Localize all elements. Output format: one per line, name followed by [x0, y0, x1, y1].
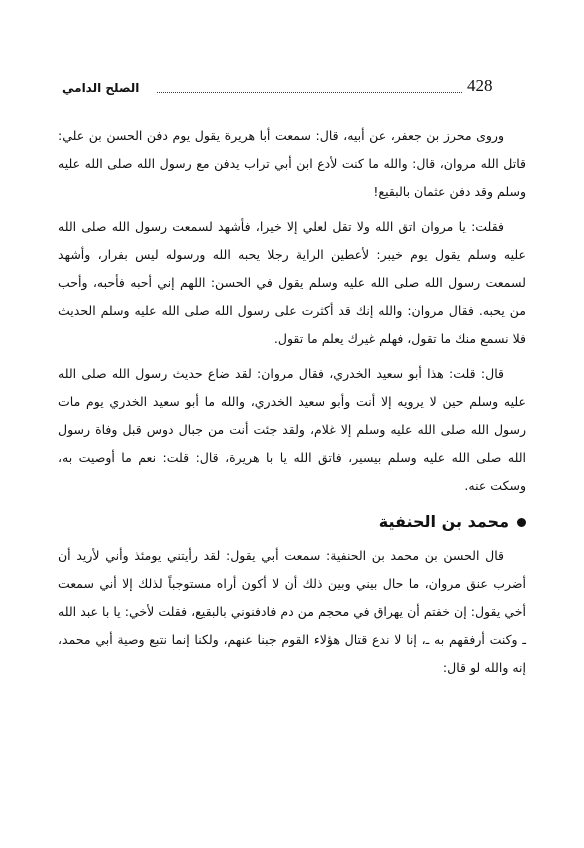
running-title: الصلح الدامي — [62, 81, 140, 95]
dotted-leader — [157, 92, 462, 93]
bullet-icon — [517, 518, 526, 527]
page-header — [62, 76, 493, 100]
paragraph: قال: قلت: هذا أبو سعيد الخدري، فقال مروان: لقد ضاع حديث رسول الله صلى الله عليه وسلم حين لا يرويه إلا أنت وأبو سعيد الخدري، والله ما أبو سعيد الخدري يوم مات رسول الله صلى الله عليه وسلم إلا غلام، ولقد جئت أنت من جبال دوس قبل وفاة رسول الله صلى الله عليه وسلم بيسير، فاتق الله يا با هريرة، قال: قلت: نعم ما أوصيت به، وسكت عنه. — [58, 366, 526, 493]
section-heading-text: محمد بن الحنفية — [378, 512, 509, 531]
section-heading — [58, 508, 526, 536]
page-number: 428 — [467, 76, 493, 95]
paragraph: فقلت: يا مروان اتق الله ولا تقل لعلي إلا خيرا، فأشهد لسمعت رسول الله صلى الله عليه وسلم يقول يوم خيبر: لأعطين الراية رجلا يحبه الله ورسوله ليس بفرار، وأشهد لسمعت رسول الله صلى الله عليه وسلم يقول في الحسن: اللهم إني أحبه فأحبه، وأحب من يحبه. فقال مروان: والله إنك قد أكثرت على رسول الله صلى الله عليه وسلم الحديث فلا نسمع منك ما تقول، فهلم غيرك يعلم ما تقول. — [58, 219, 526, 346]
paragraph: قال الحسن بن محمد بن الحنفية: سمعت أبي يقول: لقد رأيتني يومئذ وأني لأريد أن أضرب عنق مروان، ما حال بيني وبين ذلك أن لا أكون أراه مستوجباً لذلك إلا أني سمعت أخي يقول: إن خفتم أن يهراق في محجم من دم فادفنوني بالبقيع، فقلت لأخي: يا با عبد الله ـ وكنت أرفقهم به ـ، إنا لا ندع قتال هؤلاء القوم جبنا عنهم، ولكنا إنما نتبع وصية أبي محمد، إنه والله لو قال: — [58, 548, 526, 675]
body-text — [58, 122, 526, 682]
paragraph: وروى محرز بن جعفر، عن أبيه، قال: سمعت أبا هريرة يقول يوم دفن الحسن بن علي: قاتل الله مروان، قال: والله ما كنت لأدع ابن أبي تراب يدفن مع رسول الله صلى الله عليه وسلم وقد دفن عثمان بالبقيع! — [58, 128, 526, 199]
